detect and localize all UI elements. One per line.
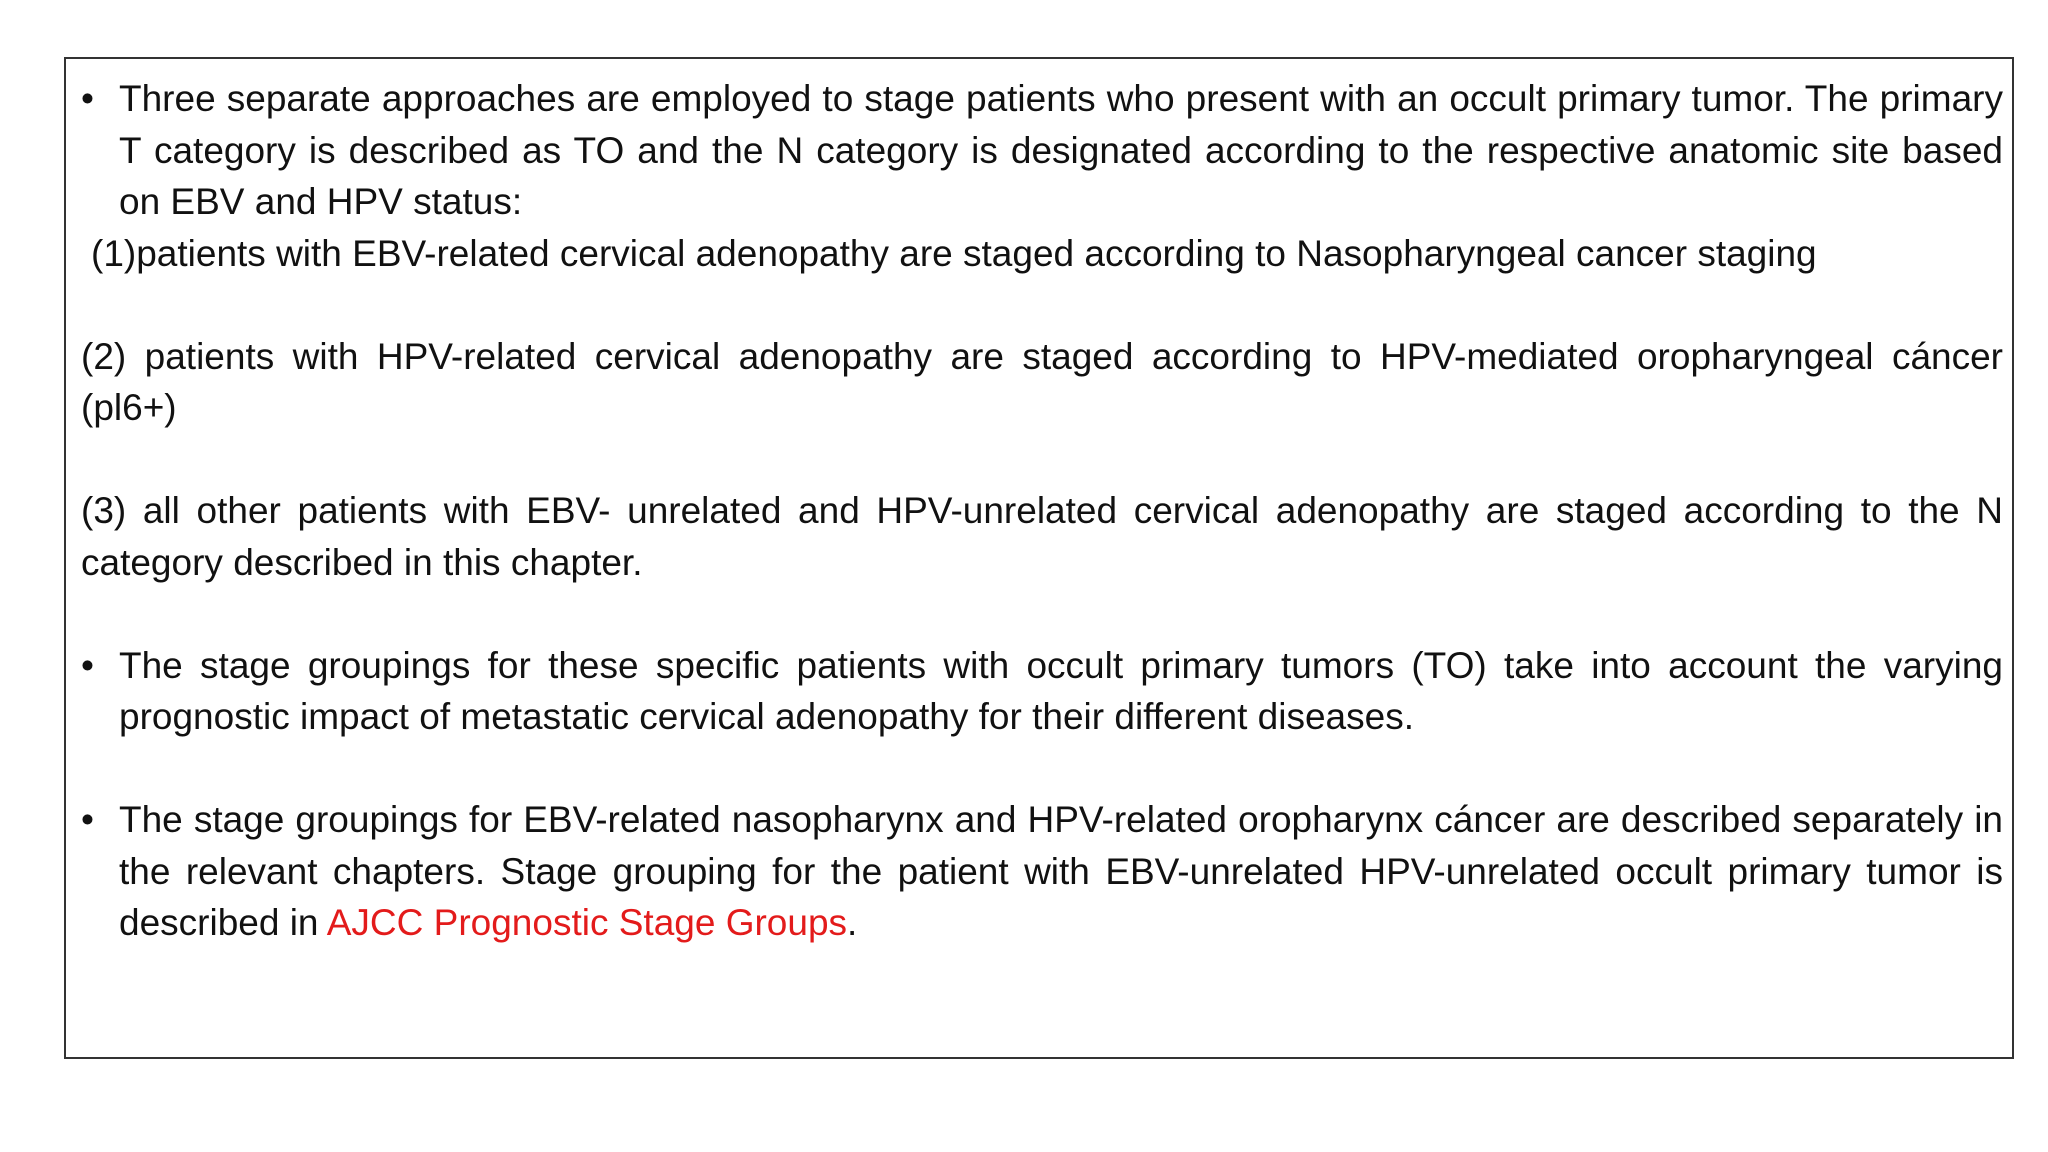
item-ebv-related (81, 228, 2003, 280)
bullet-stage-groupings-separate (81, 794, 2003, 949)
bullet-occult-approaches-text: Three separate approaches are employed to stage patients who present with an occult primary tumor. The primary T category is described as TO and the N category is designated according to the respective anatomic site based on EBV and HPV status: (119, 78, 2003, 222)
ajcc-prognostic-stage-groups-link[interactable]: AJCC Prognostic Stage Groups (326, 902, 848, 943)
item-other-patients (81, 485, 2003, 588)
item-ebv-related-text: (1)patients with EBV-related cervical adenopathy are staged according to Nasopharyngeal cancer staging (91, 232, 1817, 274)
bullet-stage-groupings-occult (81, 640, 2003, 743)
spacer (81, 434, 2003, 486)
item-hpv-related (81, 331, 2003, 434)
slide-content (81, 73, 2003, 949)
content-frame (64, 57, 2014, 1059)
bullet-stage-groupings-occult-text: The stage groupings for these specific patients with occult primary tumors (TO) take into account the varying prognostic impact of metastatic cervical adenopathy for their different diseases. (119, 644, 2003, 737)
item-other-patients-text: (3) all other patients with EBV- unrelated and HPV-unrelated cervical adenopathy are staged according to the N category described in this chapter. (81, 490, 2003, 583)
spacer (81, 279, 2003, 331)
spacer (81, 743, 2003, 795)
item-hpv-related-text: (2) patients with HPV-related cervical adenopathy are staged according to HPV-mediated oropharyngeal cáncer (pl6+) (81, 335, 2003, 428)
bullet-stage-groupings-separate-suffix: . (847, 902, 858, 943)
bullet-occult-approaches (81, 73, 2003, 228)
bullet-stage-groupings-separate-text: The stage groupings for EBV-related nasopharynx and HPV-related oropharynx cáncer are described separately in the relevant chapters. Stage grouping for the patient with EBV-unrelated HPV-unrelated occult primary tumor is described in (119, 799, 2003, 943)
spacer (81, 588, 2003, 640)
